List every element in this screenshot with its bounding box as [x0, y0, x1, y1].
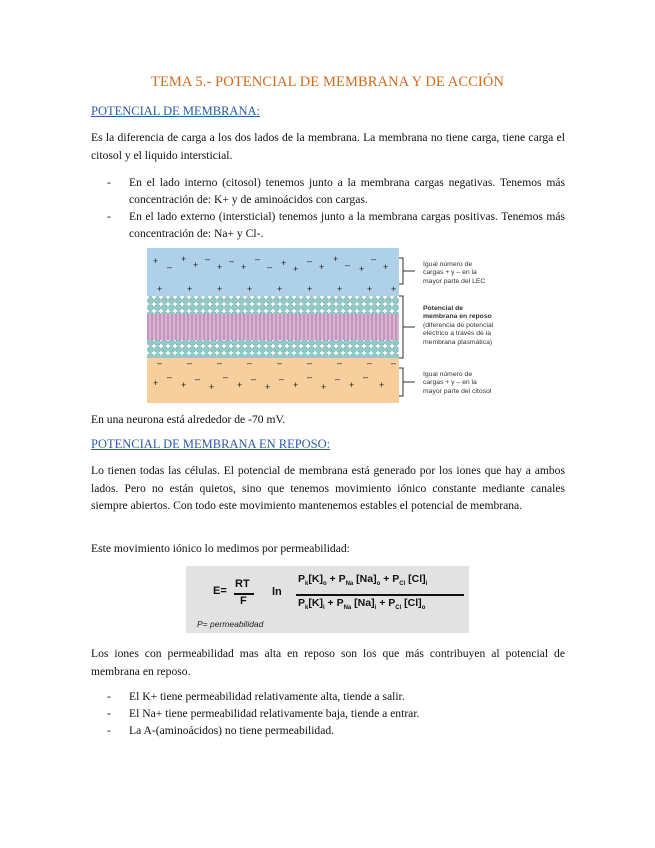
svg-text:+: + [181, 380, 187, 390]
heading-potencial-reposo: POTENCIAL DE MEMBRANA EN REPOSO: [91, 437, 331, 451]
svg-text:–: – [267, 262, 273, 272]
svg-text:–: – [307, 372, 313, 382]
svg-text:–: – [167, 262, 173, 272]
svg-text:+: + [383, 262, 389, 272]
svg-text:–: – [279, 374, 285, 384]
bullet-text: El Na+ tiene permeabilidad relativamente baja, tiende a entrar. [129, 707, 420, 720]
goldman-equation [186, 566, 469, 633]
formula-denominator: $P_k[K]_i + P_{Na}$ $[Na]_i + P_{Cl}$ $[Cl]_o$ [298, 597, 426, 612]
paragraph-permeabilidad: Este movimiento iónico lo medimos por permeabilidad: [91, 542, 350, 555]
bullet-text: En el lado interno (citosol) tenemos junto a la membrana cargas negativas. Tenemos más concentración de: K+ y de aminoácidos con cargas. [129, 176, 565, 206]
svg-text:+: + [319, 262, 325, 272]
svg-text:+: + [367, 284, 373, 294]
label-line: cargas + y – en la [423, 379, 477, 387]
bullet-dash: - [107, 690, 111, 703]
svg-text:+: + [293, 380, 299, 390]
svg-text:–: – [337, 358, 343, 368]
svg-text:+: + [153, 378, 159, 388]
svg-text:+: + [293, 264, 299, 274]
svg-text:+: + [337, 284, 343, 294]
formula-rt: RT [235, 578, 250, 590]
svg-text:+: + [321, 382, 327, 392]
svg-text:–: – [277, 358, 283, 368]
bullet-dash: - [107, 707, 111, 720]
bullet-k [107, 688, 565, 705]
bullet-text: El K+ tiene permeabilidad relativamente alta, tiende a salir. [129, 690, 405, 703]
svg-text:–: – [345, 260, 351, 270]
svg-text:+: + [391, 284, 397, 294]
svg-text:–: – [223, 372, 229, 382]
bullet-dash: - [107, 210, 111, 223]
formula-numerator: $P_k[K]_o + P_{Na}$ $[Na]_o + P_{Cl}$ $[Cl]_i$ [298, 573, 428, 588]
formula-lhs: E= [213, 585, 227, 597]
svg-text:+: + [209, 382, 215, 392]
bullet-text: En el lado externo (intersticial) tenemos junto a la membrana cargas positivas. Tenemos más concentración de: Na+ y Cl-. [129, 210, 565, 240]
bullet-dash: - [107, 724, 111, 737]
svg-text:–: – [217, 358, 223, 368]
svg-text:–: – [247, 358, 253, 368]
label-line: cargas + y – en la [423, 269, 477, 277]
svg-text:+: + [187, 284, 193, 294]
paragraph-neurona: En una neurona está alrededor de -70 mV. [91, 413, 286, 426]
svg-text:+: + [237, 380, 243, 390]
svg-text:+: + [265, 382, 271, 392]
heading-potencial-membrana: POTENCIAL DE MEMBRANA: [91, 104, 260, 118]
svg-text:–: – [157, 358, 163, 368]
bullet-text: La A-(aminoácidos) no tiene permeabilidad. [129, 724, 335, 737]
membrane-potential-figure [147, 248, 510, 403]
label-line: membrana en reposo [423, 313, 492, 321]
svg-text:–: – [195, 374, 201, 384]
page-title: TEMA 5.- POTENCIAL DE MEMBRANA Y DE ACCIÓN [150, 74, 504, 90]
svg-text:+: + [379, 380, 385, 390]
svg-text:–: – [307, 256, 313, 266]
svg-text:–: – [205, 254, 211, 264]
label-line: eléctrico a través de la [423, 330, 492, 338]
svg-text:+: + [359, 264, 365, 274]
svg-text:+: + [307, 284, 313, 294]
bracket-lines [399, 258, 415, 396]
paragraph-reposo: Lo tienen todas las células. El potencial de membrana está generado por los iones que hay a ambos lados. Pero no están quietos, sino que tenemos movimiento iónico constante mediante canales siempre abiertos. Con todo este movimiento mantenemos estables el potencial de membrana. [91, 464, 565, 512]
svg-text:+: + [349, 380, 355, 390]
svg-text:–: – [255, 254, 261, 264]
svg-text:+: + [277, 284, 283, 294]
paragraph-contribucion: Los iones con permeabilidad mas alta en reposo son los que más contribuyen al potencial de membrana en reposo. [91, 647, 565, 678]
svg-text:+: + [217, 284, 223, 294]
bullet-dash: - [107, 176, 111, 189]
label-line: membrana plasmática) [423, 338, 493, 346]
svg-text:+: + [281, 258, 287, 268]
svg-text:+: + [157, 284, 163, 294]
svg-text:–: – [371, 254, 377, 264]
svg-text:–: – [251, 374, 257, 384]
fraction-line [296, 594, 464, 596]
svg-text:–: – [391, 358, 397, 368]
bullet-interno [107, 174, 565, 208]
label-line: Igual número de [423, 261, 473, 268]
paragraph-definition: Es la diferencia de carga a los dos lados de la membrana. La membrana no tiene carga, tiene carga el citosol y el liquido intersticial. [91, 131, 565, 162]
bullet-na [107, 705, 565, 722]
svg-text:–: – [335, 374, 341, 384]
label-lec [423, 261, 513, 286]
label-line: (diferencia de potencial [423, 321, 494, 329]
svg-text:+: + [181, 254, 187, 264]
label-line: mayor parte del LEC [423, 277, 486, 285]
svg-text:+: + [217, 262, 223, 272]
svg-text:–: – [307, 358, 313, 368]
label-potencial-reposo [423, 305, 513, 347]
formula-f: F [240, 595, 247, 607]
svg-text:+: + [193, 260, 199, 270]
formula-ln: ln [272, 586, 282, 598]
bullet-externo [107, 208, 565, 242]
svg-text:+: + [153, 256, 159, 266]
label-citosol [423, 371, 513, 396]
label-line: Igual número de [423, 371, 473, 378]
label-line: mayor parte del citosol [423, 387, 492, 395]
svg-text:–: – [187, 358, 193, 368]
formula-p-label: P= permeabilidad [197, 619, 264, 629]
svg-text:–: – [167, 372, 173, 382]
svg-text:+: + [241, 262, 247, 272]
svg-text:+: + [333, 254, 339, 264]
label-line: Potencial de [423, 305, 464, 312]
svg-text:–: – [229, 256, 235, 266]
svg-text:–: – [363, 372, 369, 382]
svg-text:–: – [367, 358, 373, 368]
bullet-a [107, 722, 565, 739]
svg-text:+: + [247, 284, 253, 294]
